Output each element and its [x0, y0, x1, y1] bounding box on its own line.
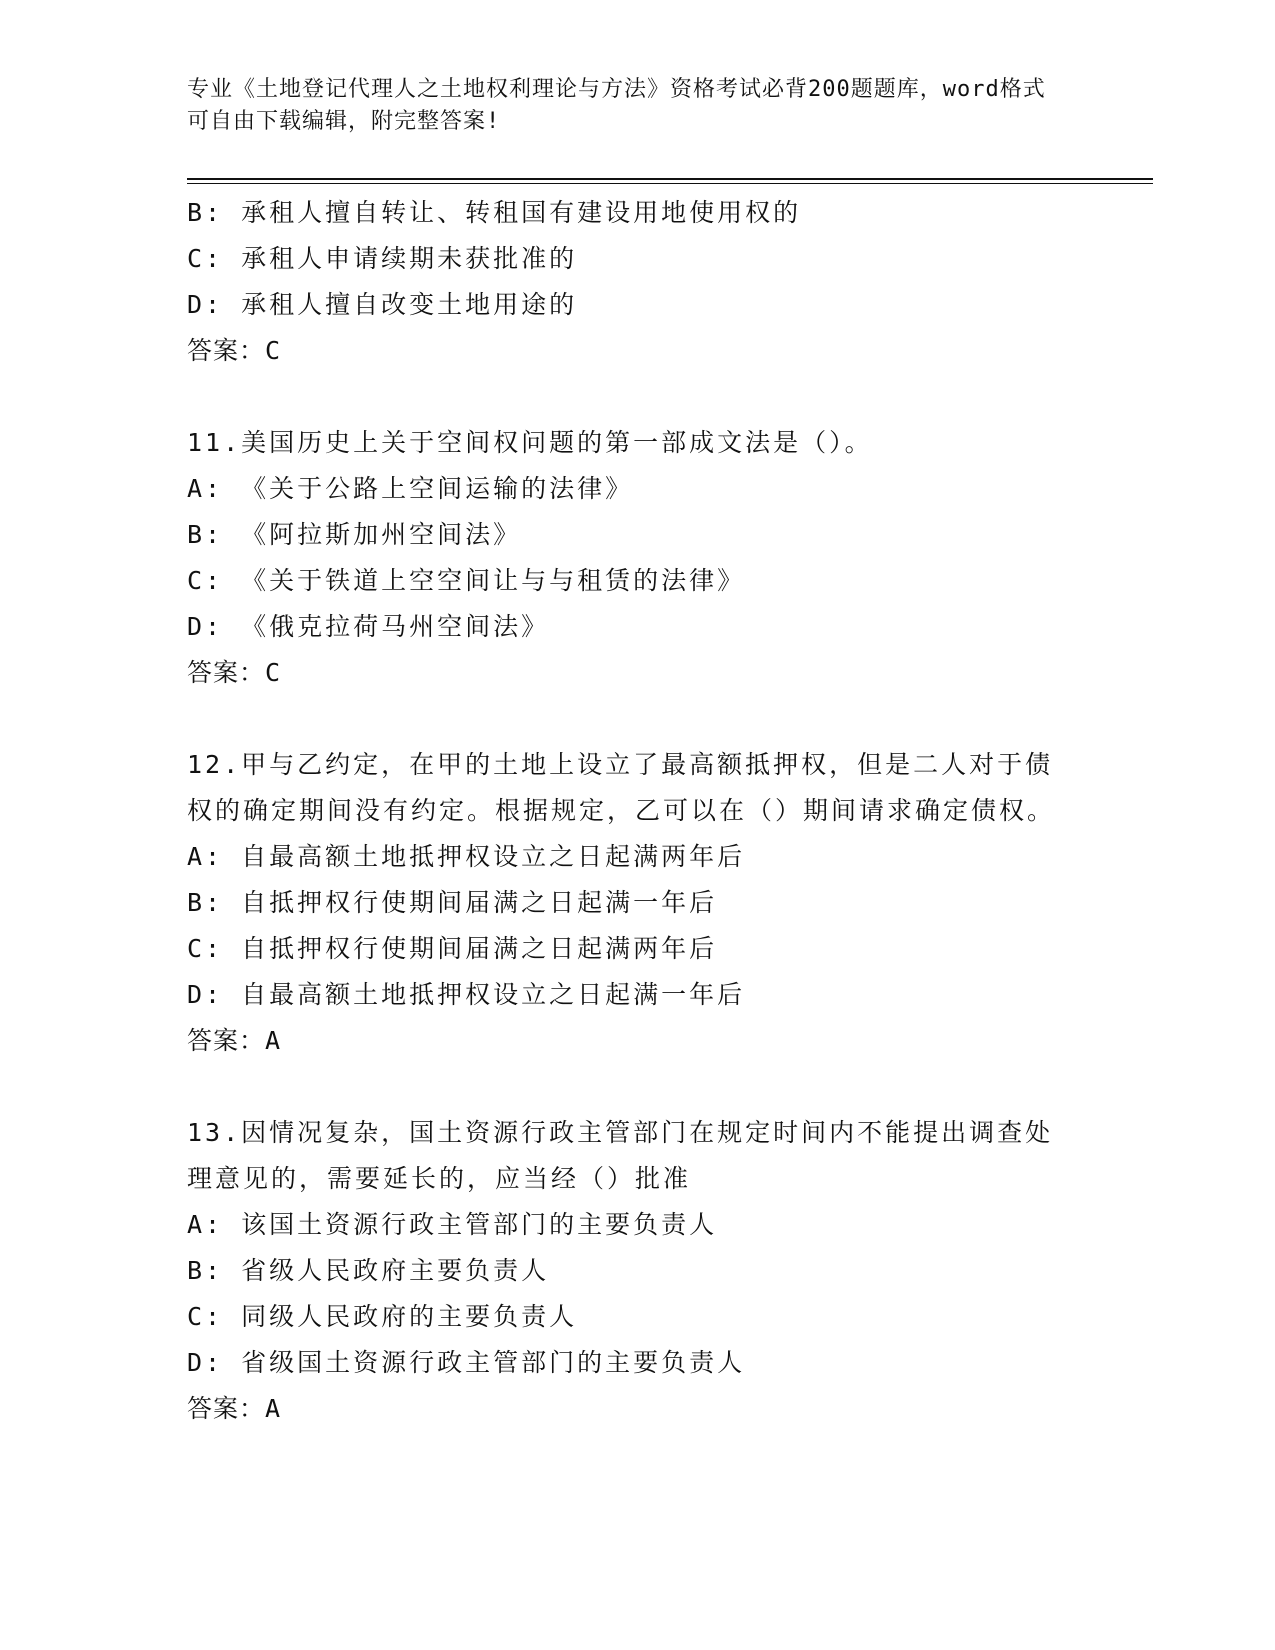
answer-label: 答案： — [187, 1394, 266, 1423]
option-b: B: 承租人擅自转让、转租国有建设用地使用权的 — [187, 198, 802, 227]
option-c: C: 承租人申请续期未获批准的 — [187, 244, 578, 273]
header-rule-thick — [187, 178, 1153, 180]
question-stem: 11.美国历史上关于空间权问题的第一部成文法是（）。 — [187, 428, 873, 457]
answer-line — [187, 1386, 1087, 1432]
document-header: 专业《土地登记代理人之土地权利理论与方法》资格考试必背200题题库，word格式可自由下载编辑，附完整答案! — [187, 77, 1046, 134]
option-b: B: 自抵押权行使期间届满之日起满一年后 — [187, 888, 718, 917]
answer-value: C — [265, 658, 282, 687]
option-c: C: 《关于铁道上空空间让与与租赁的法律》 — [187, 566, 746, 595]
answer-line — [187, 650, 1087, 696]
option-a: A: 《关于公路上空间运输的法律》 — [187, 474, 634, 503]
option-a: A: 自最高额土地抵押权设立之日起满两年后 — [187, 842, 746, 871]
option-d: D: 省级国土资源行政主管部门的主要负责人 — [187, 1348, 746, 1377]
option-b: B: 省级人民政府主要负责人 — [187, 1256, 550, 1285]
option-d: D: 承租人擅自改变土地用途的 — [187, 290, 578, 319]
answer-line — [187, 1018, 1087, 1064]
question-stem: 13.因情况复杂，国土资源行政主管部门在规定时间内不能提出调查处理意见的，需要延长的，应当经（）批准 — [187, 1118, 1054, 1193]
option-b: B: 《阿拉斯加州空间法》 — [187, 520, 522, 549]
answer-label: 答案： — [187, 1026, 266, 1055]
answer-value: A — [265, 1394, 282, 1423]
answer-value: C — [265, 336, 282, 365]
answer-label: 答案： — [187, 336, 266, 365]
header-rule-thin — [187, 183, 1153, 184]
option-d: D: 自最高额土地抵押权设立之日起满一年后 — [187, 980, 746, 1009]
option-c: C: 同级人民政府的主要负责人 — [187, 1302, 578, 1331]
answer-label: 答案： — [187, 658, 266, 687]
answer-value: A — [265, 1026, 282, 1055]
answer-line — [187, 328, 1087, 374]
question-stem: 12.甲与乙约定，在甲的土地上设立了最高额抵押权，但是二人对于债权的确定期间没有约定。根据规定，乙可以在（）期间请求确定债权。 — [187, 750, 1056, 825]
question-content — [187, 190, 1087, 1432]
option-d: D: 《俄克拉荷马州空间法》 — [187, 612, 550, 641]
option-a: A: 该国土资源行政主管部门的主要负责人 — [187, 1210, 718, 1239]
option-c: C: 自抵押权行使期间届满之日起满两年后 — [187, 934, 718, 963]
